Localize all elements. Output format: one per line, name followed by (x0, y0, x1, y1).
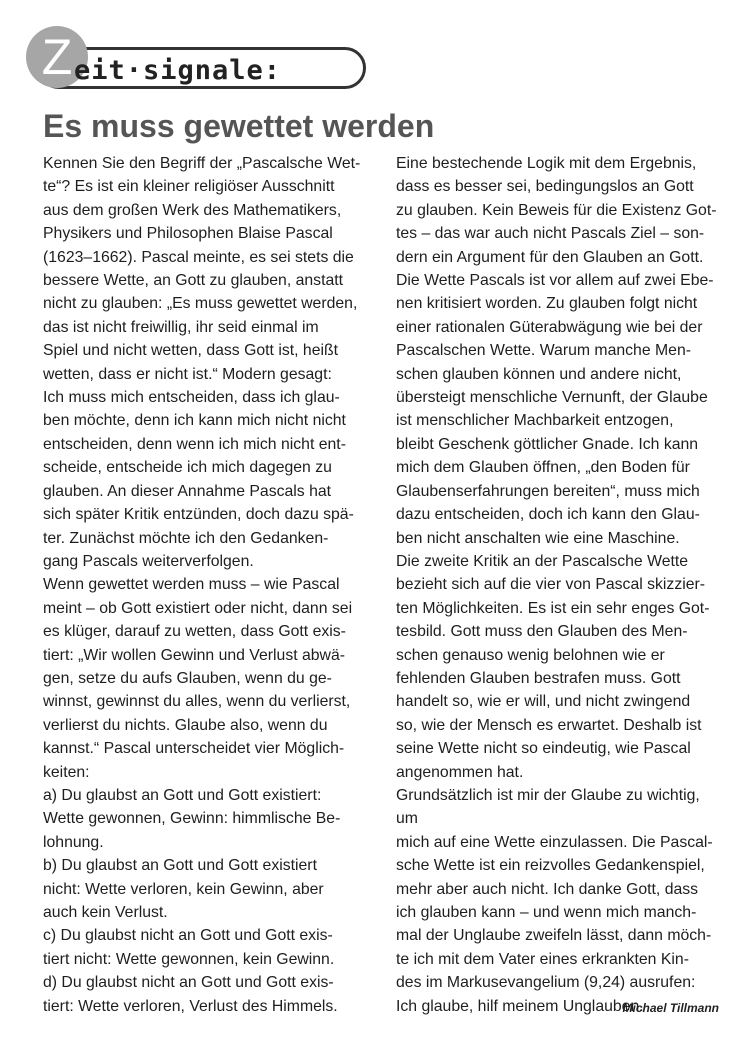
text-line: aus dem großen Werk des Mathematikers, (43, 201, 342, 219)
author-signature: Michael Tillmann (622, 1001, 719, 1015)
text-line: dazu entscheiden, doch ich kann den Glau- (396, 506, 700, 524)
left-column (43, 152, 378, 1018)
text-line: ist menschlicher Machbarkeit entzogen, (396, 412, 674, 430)
text-line: Die Wette Pascals ist vor allem auf zwei Ebe- (396, 272, 714, 290)
text-line: so, wie der Mensch es erwartet. Deshalb ist (396, 716, 702, 734)
article-headline: Es muss gewettet werden (43, 108, 435, 144)
text-line: auch kein Verlust. (43, 904, 168, 921)
text-line: keiten: (43, 763, 90, 781)
rubric-logo (26, 26, 371, 96)
text-line: lohnung. (43, 833, 104, 851)
rubric-label: eit·signale: (74, 55, 282, 86)
text-line: Kennen Sie den Begriff der „Pascalsche Wet- (43, 155, 361, 172)
list-item-d: d) Du glaubst nicht an Gott und Gott exis- (43, 974, 334, 992)
text-line: dass es besser sei, bedingungslos an Gott (396, 178, 694, 196)
text-line: scheide, entscheide ich mich dagegen zu (43, 459, 332, 477)
text-line: handelt so, wie er will, und nicht zwingend (396, 693, 691, 711)
text-line: Physikers und Philosophen Blaise Pascal (43, 225, 333, 243)
text-line: Wenn gewettet werden muss – wie Pascal (43, 576, 340, 594)
text-line: (1623–1662). Pascal meinte, es sei stets die (43, 248, 354, 266)
text-line: verlierst du nichts. Glaube also, wenn du (43, 716, 328, 734)
text-line: Ich glaube, hilf meinem Unglauben. (396, 997, 644, 1015)
text-line: sich später Kritik entzünden, doch dazu spä- (43, 506, 354, 524)
text-line: tiert: „Wir wollen Gewinn und Verlust abwä- (43, 646, 346, 664)
text-line: mal der Unglaube zweifeln lässt, dann möch- (396, 927, 712, 945)
text-line: mich auf eine Wette einzulassen. Die Pascal- (396, 833, 713, 851)
text-line: bessere Wette, an Gott zu glauben, anstatt (43, 272, 344, 290)
text-line: gen, setze du aufs Glauben, wenn du ge- (43, 669, 332, 687)
text-line: wetten, dass er nicht ist.“ Modern gesagt: (43, 365, 332, 383)
text-line: mehr aber auch nicht. Ich danke Gott, dass (396, 880, 699, 898)
text-line: Pascalschen Wette. Warum manche Men- (396, 342, 691, 360)
text-line: winnst, gewinnst du alles, wenn du verlierst, (43, 693, 351, 711)
list-item-a: a) Du glaubst an Gott und Gott existiert: (43, 786, 322, 804)
text-line: gang Pascals weiterverfolgen. (43, 552, 254, 570)
rubric-badge-letter: Z (41, 29, 73, 85)
text-line: angenommen hat. (396, 763, 524, 781)
text-line: tesbild. Gott muss den Glauben des Men- (396, 623, 688, 641)
text-line: tiert nicht: Wette gewonnen, kein Gewinn. (43, 950, 335, 968)
text-line: entscheiden, denn wenn ich mich nicht ent- (43, 435, 346, 453)
text-line: glauben. An dieser Annahme Pascals hat (43, 482, 332, 500)
text-line: ich glauben kann – und wenn mich manch- (396, 904, 697, 921)
text-line: ter. Zunächst möchte ich den Gedanken- (43, 529, 329, 547)
text-line: schen glauben können und andere nicht, (396, 365, 682, 383)
text-line: Die zweite Kritik an der Pascalsche Wette (396, 552, 689, 570)
text-line: übersteigt menschliche Vernunft, der Glaube (396, 389, 708, 407)
text-line: Grundsätzlich ist mir der Glaube zu wichtig, um (396, 786, 700, 828)
text-line: nicht: Wette verloren, kein Gewinn, aber (43, 880, 324, 898)
text-line: kannst.“ Pascal unterscheidet vier Möglich- (43, 740, 345, 758)
text-line: einer rationalen Güterabwägung wie bei der (396, 318, 703, 336)
text-line: es klüger, darauf zu wetten, dass Gott exis- (43, 623, 346, 641)
text-line: schen genauso wenig belohnen wie er (396, 646, 665, 664)
text-line: bleibt Geschenk göttlicher Gnade. Ich kann (396, 435, 699, 453)
right-column (396, 152, 726, 1018)
text-line: mich dem Glauben öffnen, „den Boden für (396, 459, 690, 477)
text-line: dern ein Argument für den Glauben an Gott. (396, 248, 704, 266)
list-item-c: c) Du glaubst nicht an Gott und Gott exis- (43, 927, 333, 945)
text-line: Spiel und nicht wetten, dass Gott ist, heißt (43, 342, 339, 360)
text-line: das ist nicht freiwillig, ihr seid einmal im (43, 318, 319, 336)
text-line: tes – das war auch nicht Pascals Ziel – son- (396, 225, 705, 243)
text-line: sche Wette ist ein reizvolles Gedankenspiel, (396, 857, 705, 875)
text-line: nen kritisiert worden. Zu glauben folgt nicht (396, 295, 698, 313)
text-line: fehlenden Glauben bestrafen muss. Gott (396, 669, 681, 687)
text-line: Ich muss mich entscheiden, dass ich glau- (43, 389, 340, 407)
text-line: ten Möglichkeiten. Es ist ein sehr enges Got- (396, 599, 710, 617)
text-line: meint – ob Gott existiert oder nicht, dann sei (43, 599, 353, 617)
text-line: zu glauben. Kein Beweis für die Existenz Got- (396, 201, 717, 219)
list-item-b: b) Du glaubst an Gott und Gott existiert (43, 857, 317, 875)
text-line: nicht zu glauben: „Es muss gewettet werden, (43, 295, 358, 313)
text-line: des im Markusevangelium (9,24) ausrufen: (396, 974, 696, 992)
text-line: Wette gewonnen, Gewinn: himmlische Be- (43, 810, 341, 828)
text-line: seine Wette nicht so eindeutig, wie Pascal (396, 740, 691, 758)
text-line: bezieht sich auf die vier von Pascal skizzier- (396, 576, 706, 594)
text-line: ben möchte, denn ich kann mich nicht nicht (43, 412, 346, 430)
text-line: te“? Es ist ein kleiner religiöser Ausschnitt (43, 178, 335, 196)
text-line: Glaubenserfahrungen bereiten“, muss mich (396, 482, 700, 500)
text-line: ben nicht anschalten wie eine Maschine. (396, 529, 680, 547)
text-line: Eine bestechende Logik mit dem Ergebnis, (396, 155, 697, 172)
text-line: te ich mit dem Vater eines erkrankten Kin- (396, 950, 689, 968)
text-line: tiert: Wette verloren, Verlust des Himmels. (43, 997, 338, 1015)
